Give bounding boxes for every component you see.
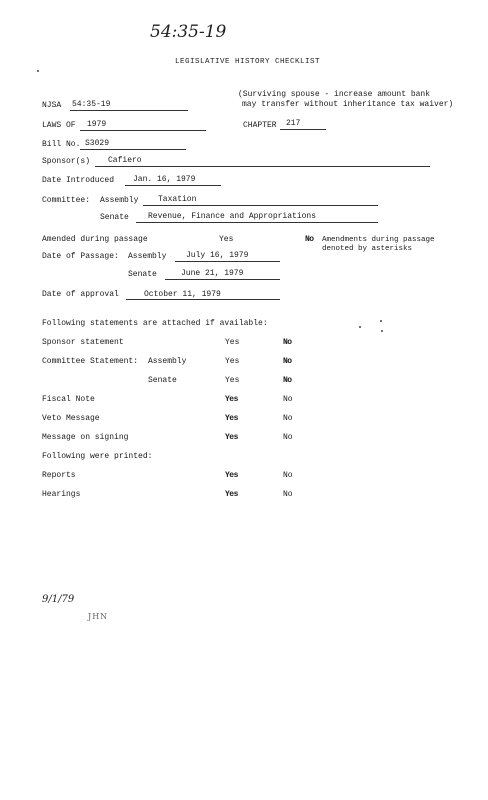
speck [37,70,39,72]
committee-statement-assembly-no: No [283,357,292,366]
committee-assembly-underline [143,205,378,206]
date-introduced-underline [125,185,221,186]
date-introduced-label: Date Introduced [42,176,115,185]
veto-message-no: No [283,414,293,423]
amended-no: No [305,235,314,244]
speck [359,326,361,328]
njsa-label: NJSA [42,101,62,110]
laws-of-value: 1979 [87,120,107,129]
hearings-label: Hearings [42,490,81,499]
laws-of-label: LAWS OF [42,121,76,130]
amended-note-line-1: Amendments during passage [322,236,435,244]
bill-label: Bill No. [42,140,81,149]
reports-no: No [283,471,293,480]
chapter-underline [280,129,326,130]
sponsor-statement-yes: Yes [225,338,240,347]
passage-assembly-value: July 16, 1979 [186,251,249,260]
fiscal-note-yes: Yes [225,395,238,404]
printed-heading: Following were printed: [42,452,153,461]
sponsor-label: Sponsor(s) [42,157,91,166]
fiscal-note-no: No [283,395,293,404]
committee-statement-assembly-label: Assembly [148,357,187,366]
amended-yes: Yes [219,235,234,244]
fiscal-note-label: Fiscal Note [42,395,95,404]
approval-label: Date of approval [42,290,119,299]
hearings-yes: Yes [225,490,238,499]
sponsor-value: Cafiero [108,156,142,165]
passage-senate-label: Senate [128,270,157,279]
message-on-signing-yes: Yes [225,433,238,442]
message-on-signing-label: Message on signing [42,433,129,442]
initials: JHN [88,612,109,621]
speck [381,330,383,332]
bill-underline [80,149,186,150]
committee-label: Committee: [42,196,91,205]
passage-senate-value: June 21, 1979 [181,269,244,278]
handwritten-statute-number: 54:35-19 [150,22,227,42]
passage-assembly-label: Assembly [128,252,167,261]
speck [380,320,382,322]
committee-statement-senate-no: No [283,376,292,385]
committee-statement-senate-label: Senate [148,376,177,385]
amended-label: Amended during passage [42,235,148,244]
committee-assembly-value: Taxation [158,195,197,204]
reports-yes: Yes [225,471,238,480]
sponsor-underline [95,166,430,167]
committee-senate-underline [136,222,378,223]
committee-senate-value: Revenue, Finance and Appropriations [148,212,317,221]
subject-note-line-2: may transfer without inheritance tax waiver) [242,100,454,109]
committee-statement-assembly-yes: Yes [225,357,240,366]
committee-statement-label: Committee Statement: [42,357,139,366]
passage-senate-underline [165,279,280,280]
bill-value: S3029 [85,139,110,148]
laws-of-underline [80,130,206,131]
chapter-label: CHAPTER [243,121,277,130]
chapter-value: 217 [286,119,301,128]
committee-senate-label: Senate [100,213,129,222]
passage-assembly-underline [175,261,280,262]
veto-message-yes: Yes [225,414,238,423]
committee-assembly-label: Assembly [100,196,139,205]
document-title: LEGISLATIVE HISTORY CHECKLIST [175,58,321,66]
approval-underline [126,299,280,300]
message-on-signing-no: No [283,433,293,442]
committee-statement-senate-yes: Yes [225,376,240,385]
sponsor-statement-no: No [283,338,292,347]
passage-label: Date of Passage: [42,252,119,261]
hearings-no: No [283,490,293,499]
sponsor-statement-label: Sponsor statement [42,338,124,347]
subject-note-line-1: (Surviving spouse - increase amount bank [238,90,431,99]
njsa-underline [70,110,188,111]
amended-note-line-2: denoted by asterisks [322,245,413,253]
handwritten-date: 9/1/79 [42,594,75,605]
approval-value: October 11, 1979 [144,290,221,299]
statements-heading: Following statements are attached if available: [42,319,268,328]
reports-label: Reports [42,471,76,480]
njsa-value: 54:35-19 [72,100,111,109]
veto-message-label: Veto Message [42,414,100,423]
date-introduced-value: Jan. 16, 1979 [133,175,196,184]
